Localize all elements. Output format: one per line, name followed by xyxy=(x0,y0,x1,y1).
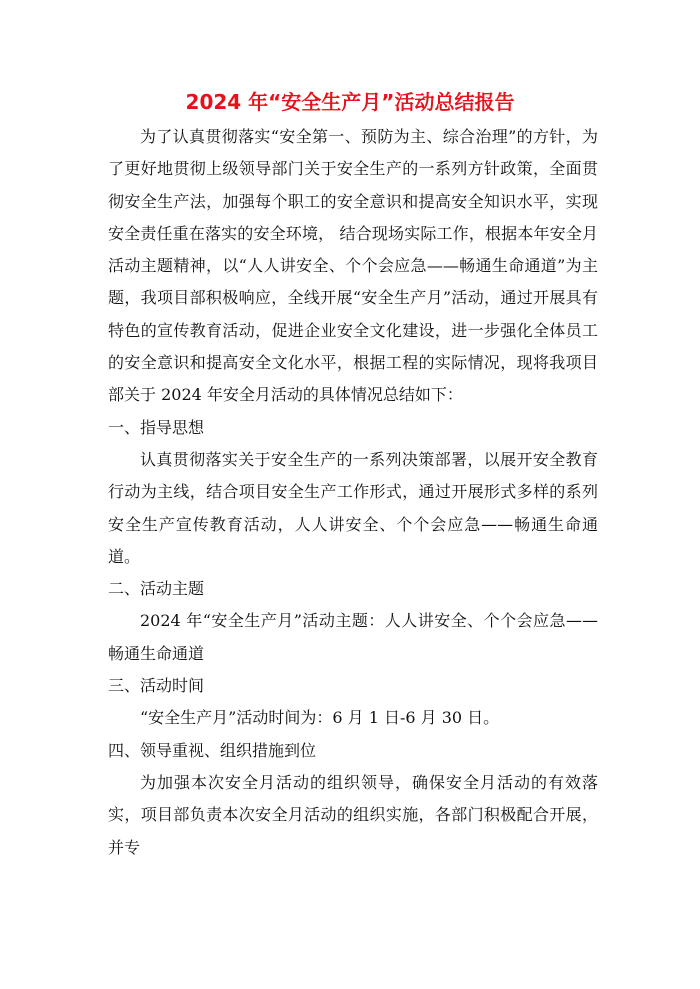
section-paragraph-activity-time: “安全生产月”活动时间为：6 月 1 日-6 月 30 日。 xyxy=(140,708,500,728)
section-text: 认真贯彻落实关于安全生产的一系列决策部署，以展开安全教育行动为主线，结合项目安全生产工作形式，通过开展形式多样的系列安全生产宣传教育活动， xyxy=(108,449,598,534)
section-heading-activity-time: 三、活动时间 xyxy=(108,676,205,696)
section-paragraph-guiding-ideology xyxy=(108,444,598,573)
document-body xyxy=(108,121,598,864)
section-text: 2024 年“安全生产月”活动主题： xyxy=(140,611,385,631)
theme-emphasis: 人人讲安全、个个会应急——畅通生命通道。 xyxy=(108,514,598,566)
section-heading-leadership: 四、领导重视、组织措施到位 xyxy=(108,740,317,760)
theme-emphasis: 人人讲安全、个个会应急——畅通生命通道 xyxy=(108,611,598,663)
intro-paragraph: 为了认真贯彻落实“安全第一、预防为主、综合治理”的方针，为了更好地贯彻上级领导部门关于安全生产的一系列方针政策，全面贯彻安全生产法，加强每个职工的安全意识和提高安全知识水平，实现安全责任重在落实的安全环境， 结合现场实际工作，根据本年安全月活动主题精神，以“人人讲安全、个个会应急——畅通生命通道”为主题，我项目部积极响应，全线开展“安全生产月”活动，通过开展具有特色的宣传教育活动，促进企业安全文化建设，进一步强化全体员工的安全意识和提高安全文化水平，根据工程的实际情况，现将我项目部关于 2024 年安全月活动的具体情况总结如下： xyxy=(108,127,598,405)
section-paragraph-activity-theme xyxy=(108,605,598,670)
section-heading-guiding-ideology: 一、指导思想 xyxy=(108,417,205,437)
document-title: 2024 年“安全生产月”活动总结报告 xyxy=(185,90,515,114)
section-heading-activity-theme: 二、活动主题 xyxy=(108,579,205,599)
section-paragraph-leadership: 为加强本次安全月活动的组织领导，确保安全月活动的有效落实，项目部负责本次安全月活动的组织实施，各部门积极配合开展，并专 xyxy=(108,772,598,857)
